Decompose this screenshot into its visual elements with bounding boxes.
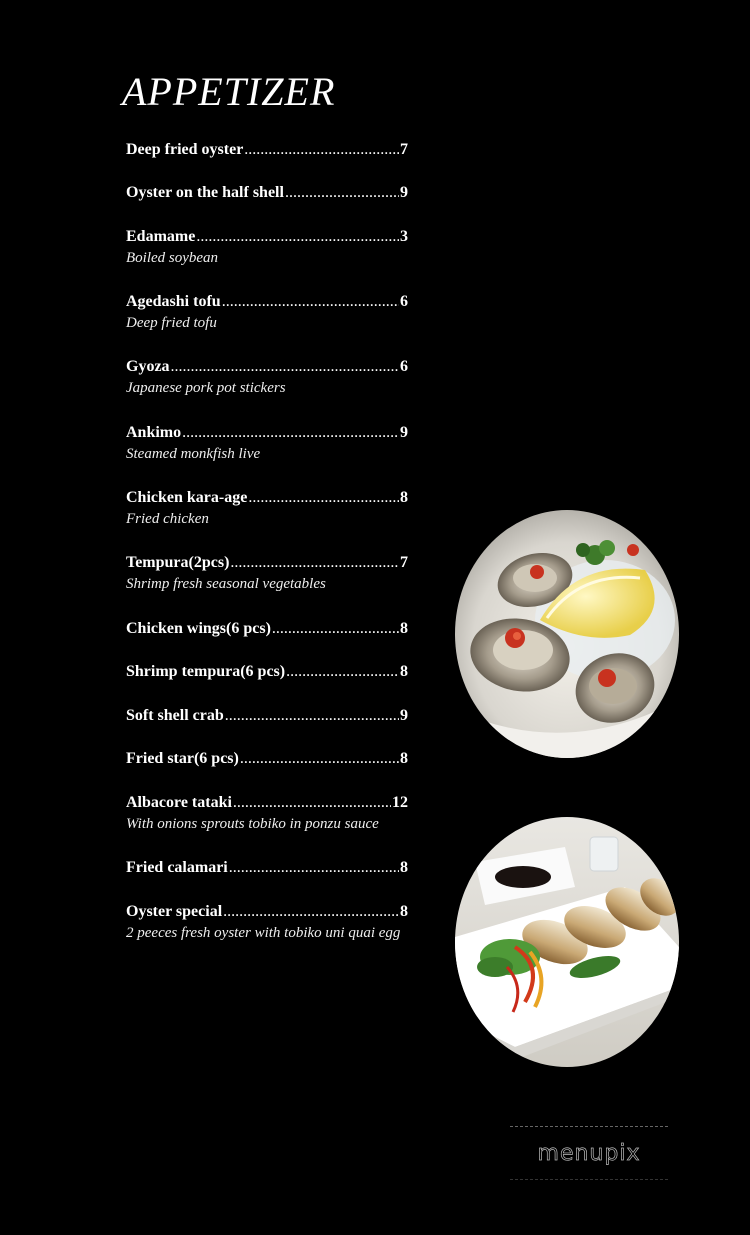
item-description: Boiled soybean [126, 250, 219, 266]
dot-leader [182, 423, 399, 443]
item-price: 9 [400, 424, 408, 441]
item-name: Chicken kara-age [126, 489, 248, 506]
item-description: Shrimp fresh seasonal vegetables [126, 576, 326, 592]
item-name: Chicken wings(6 pcs) [126, 620, 271, 637]
dot-leader [244, 140, 399, 160]
item-price: 12 [392, 794, 408, 811]
menu-item [126, 858, 408, 878]
dot-leader [223, 902, 399, 922]
menu-item [126, 292, 408, 333]
item-description: Steamed monkfish live [126, 446, 261, 462]
dot-leader [229, 858, 399, 878]
dot-leader [233, 793, 391, 813]
dot-leader [240, 749, 399, 769]
menu-item [126, 553, 408, 594]
item-price: 3 [400, 228, 408, 245]
item-description: 2 peeces fresh oyster with tobiko uni quai egg [126, 925, 401, 941]
item-name: Edamame [126, 228, 196, 245]
dot-leader [225, 706, 399, 726]
menu-item [126, 793, 408, 834]
menu-item [126, 619, 408, 639]
item-name: Fried star(6 pcs) [126, 750, 239, 767]
item-price: 8 [400, 750, 408, 767]
item-name: Soft shell crab [126, 707, 224, 724]
item-name: Tempura(2pcs) [126, 554, 230, 571]
item-description: With onions sprouts tobiko in ponzu sauce [126, 816, 379, 832]
item-price: 8 [400, 903, 408, 920]
item-name: Shrimp tempura(6 pcs) [126, 663, 286, 680]
menu-item [126, 662, 408, 682]
menu-item [126, 140, 408, 160]
item-description: Deep fried tofu [126, 315, 217, 331]
menu-section-title: APPETIZER [122, 69, 336, 114]
item-name: Oyster on the half shell [126, 184, 284, 201]
dot-leader [230, 553, 399, 573]
dot-leader [222, 292, 399, 312]
item-name: Ankimo [126, 424, 182, 441]
menu-item [126, 902, 408, 943]
dot-leader [196, 227, 399, 247]
menu-item [126, 183, 408, 203]
dot-leader [248, 488, 399, 508]
menu-item [126, 227, 408, 268]
item-price: 8 [400, 620, 408, 637]
item-price: 7 [400, 554, 408, 571]
item-price: 9 [400, 184, 408, 201]
dot-leader [285, 183, 399, 203]
menu-item [126, 357, 408, 398]
item-price: 6 [400, 358, 408, 375]
item-price: 8 [400, 489, 408, 506]
dot-leader [286, 662, 399, 682]
menu-item [126, 423, 408, 464]
item-price: 7 [400, 141, 408, 158]
item-name: Agedashi tofu [126, 293, 221, 310]
item-price: 6 [400, 293, 408, 310]
item-description: Japanese pork pot stickers [126, 380, 286, 396]
gyoza-dish-photo [455, 817, 679, 1067]
item-name: Gyoza [126, 358, 170, 375]
item-name: Fried calamari [126, 859, 228, 876]
item-price: 8 [400, 663, 408, 680]
item-name: Oyster special [126, 903, 223, 920]
menu-item [126, 488, 408, 529]
item-name: Albacore tataki [126, 794, 232, 811]
menu-item [126, 749, 408, 769]
dot-leader [272, 619, 399, 639]
item-name: Deep fried oyster [126, 141, 244, 158]
dot-leader [171, 357, 399, 377]
item-price: 8 [400, 859, 408, 876]
watermark-text: menupix [537, 1140, 641, 1166]
menupix-watermark [510, 1126, 668, 1180]
oyster-dish-photo [455, 510, 679, 758]
menu-item [126, 706, 408, 726]
item-description: Fried chicken [126, 511, 209, 527]
item-price: 9 [400, 707, 408, 724]
